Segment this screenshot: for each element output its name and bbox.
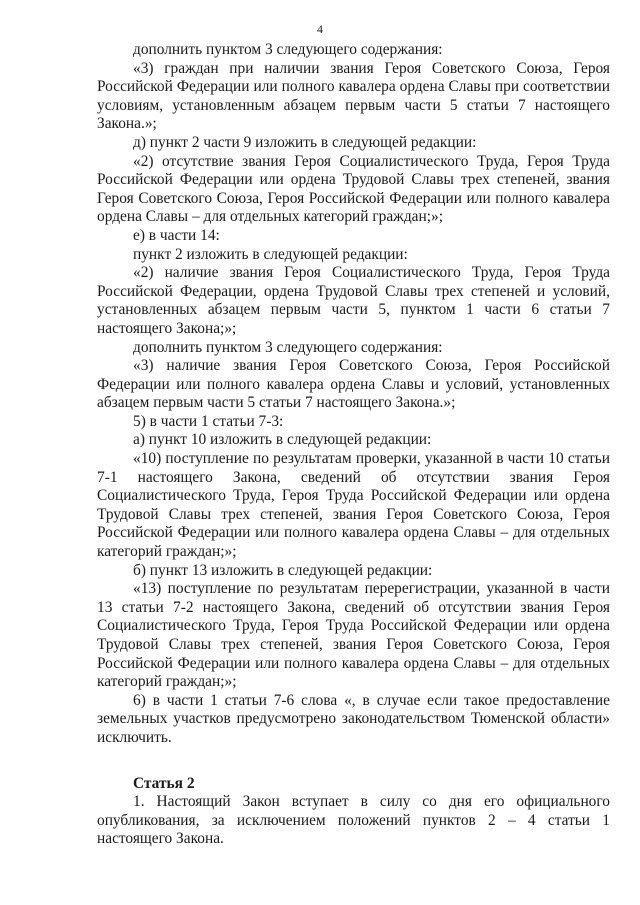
document-body xyxy=(97,41,610,849)
paragraph-point-2-presence: «2) наличие звания Героя Социалистического Труда, Героя Труда Российской Федерации, ордена Трудовой Славы трех степеней и условий, установленных абзацем первым части 5, пунктом 1 части 6 статьи 7 настоящего Закона;»; xyxy=(97,264,610,337)
paragraph-subpoint-d: д) пункт 2 части 9 изложить в следующей редакции: xyxy=(133,133,477,151)
paragraph-point-3-heroes: «3) граждан при наличии звания Героя Советского Союза, Героя Российской Федерации или полного кавалера ордена Славы при соответствии условиям, установленным абзацем первым части 5 статьи 7 настоящего Закона.»; xyxy=(97,59,610,133)
paragraph-point-10: «10) поступление по результатам проверки, указанной в части 10 статьи 7-1 настоящего Закона, сведений об отсутствии звания Героя Социалистического Труда, Героя Труда Российской Федерации или ордена Трудовой Славы трех степеней, звания Героя Советского Союза, Героя Российской Федерации или полного кавалера ордена Славы – для отдельных категорий граждан;»; xyxy=(97,450,610,561)
page-number: 4 xyxy=(317,22,323,36)
paragraph-point-13: «13) поступление по результатам перерегистрации, указанной в части 13 статьи 7-2 настоящего Закона, сведений об отсутствии звания Героя Социалистического Труда, Героя Труда Российской Федерации или ордена Трудовой Славы трех степеней, звания Героя Советского Союза, Героя Российской Федерации или полного кавалера ордена Славы – для отдельных категорий граждан;»; xyxy=(97,580,610,691)
paragraph-add-point-3-intro: дополнить пунктом 3 следующего содержания: xyxy=(133,41,443,58)
paragraph-point-2-absence: «2) отсутствие звания Героя Социалистического Труда, Героя Труда Российской Федерации или ордена Трудовой Славы трех степеней, звания Героя Советского Союза, Героя Российской Федерации или полного кавалера ордена Славы – для отдельных категорий граждан;»; xyxy=(97,152,610,226)
paragraph-add-point-3-intro-2: дополнить пунктом 3 следующего содержания: xyxy=(133,338,443,356)
paragraph-item-5: 5) в части 1 статьи 7-3: xyxy=(133,412,284,430)
paragraph-point-3-presence: «3) наличие звания Героя Советского Союза, Героя Российской Федерации или полного кавалера ордена Славы и условий, установленных абзацем первым части 5 статьи 7 настоящего Закона.»; xyxy=(97,357,610,412)
paragraph-item-6: 6) в части 1 статьи 7-6 слова «, в случае если такое предоставление земельных участков предусмотрено законодательством Тюменской области» исключить. xyxy=(97,691,610,746)
paragraph-subpoint-a: а) пункт 10 изложить в следующей редакции: xyxy=(133,431,432,449)
paragraph-point-2-intro: пункт 2 изложить в следующей редакции: xyxy=(133,245,408,263)
paragraph-subpoint-b: б) пункт 13 изложить в следующей редакции: xyxy=(133,561,433,579)
section-spacer xyxy=(97,748,610,775)
paragraph-subpoint-e: е) в части 14: xyxy=(133,226,220,244)
article-2-heading: Статья 2 xyxy=(133,774,195,792)
article-2-paragraph-1: 1. Настоящий Закон вступает в силу со дня его официального опубликования, за исключением положений пунктов 2 – 4 статьи 1 настоящего Закона. xyxy=(97,793,610,848)
